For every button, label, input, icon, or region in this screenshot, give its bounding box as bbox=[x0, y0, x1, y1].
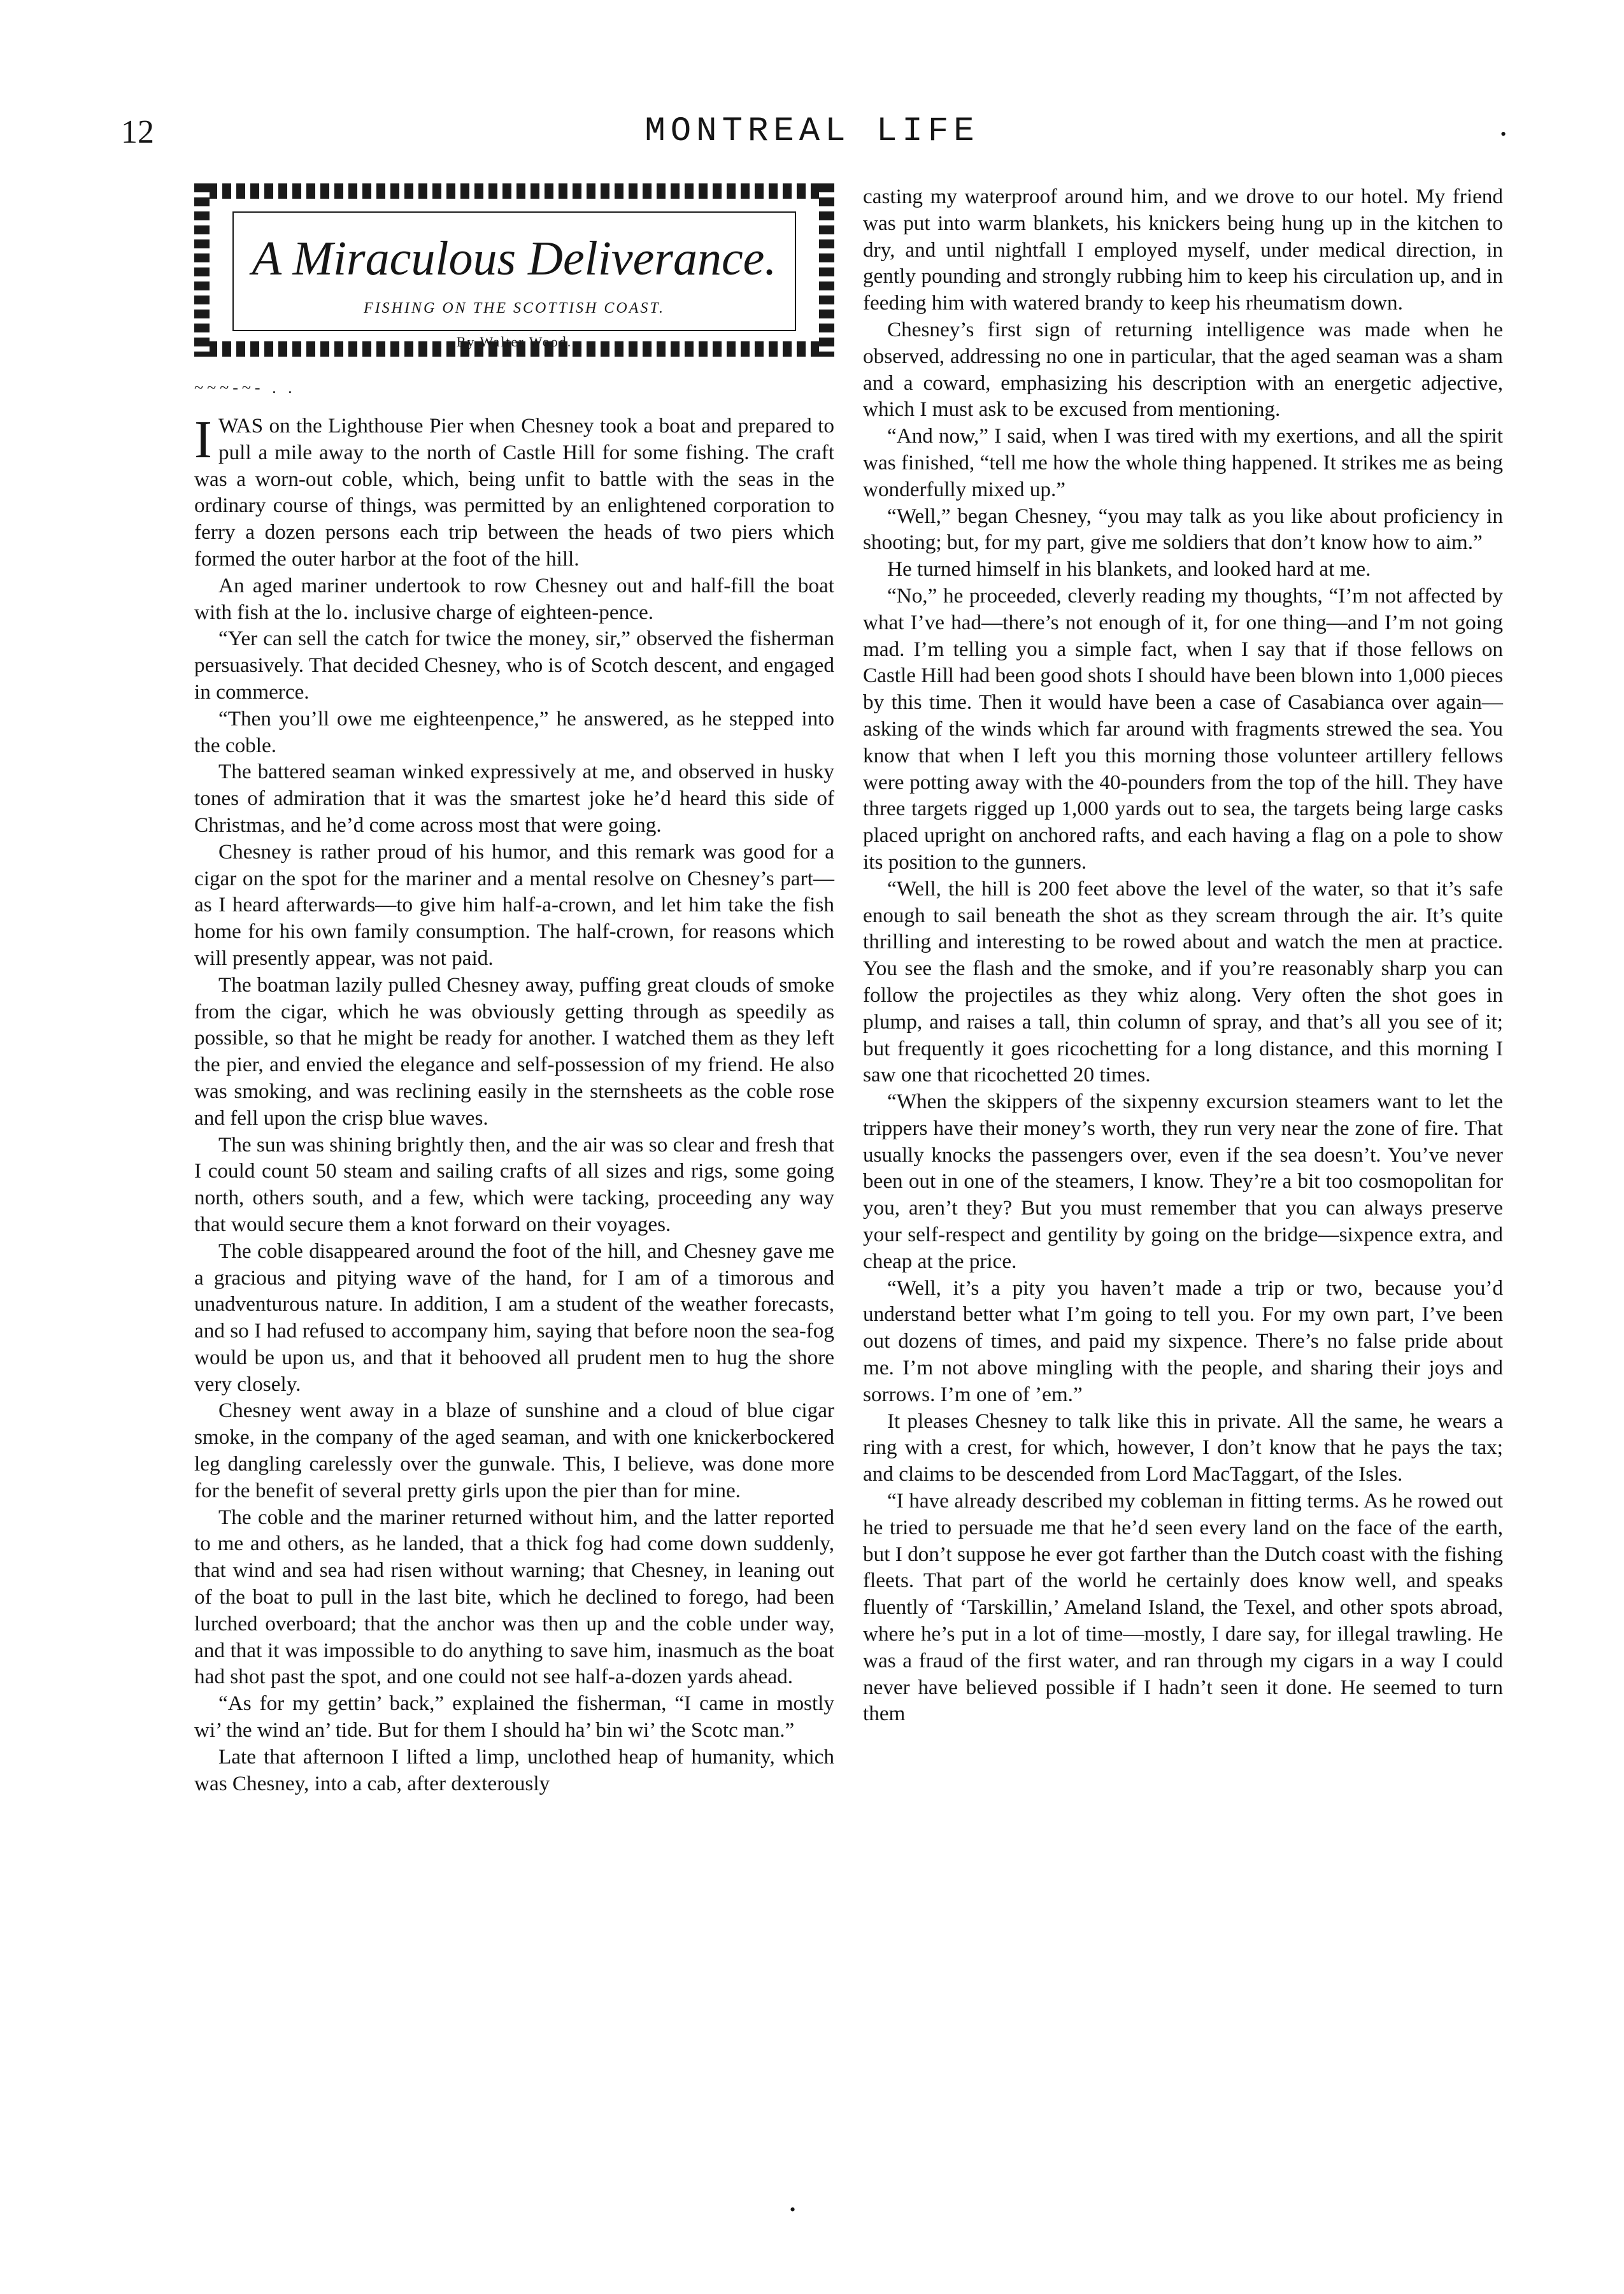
left-column bbox=[194, 183, 834, 1797]
paragraph: The coble and the mariner returned without him, and the latter reported to me and others, as he landed, that a thick fog had come down suddenly, that wind and sea had risen without warning; that Chesney, in leaning out of the boat to pull in the last bite, which he declined to forego, had been lurched overboard; that the anchor was then up and the coble under way, and that it was impossible to do anything to save him, inasmuch as the boat had shot past the spot, and one could not see half-a-dozen yards ahead. bbox=[194, 1505, 834, 1689]
paragraph: It pleases Chesney to talk like this in private. All the same, he wears a ring with a crest, for which, however, I don’t know that he pays the tax; and claims to be descended from Lord MacTaggart, of the Isles. bbox=[863, 1409, 1503, 1486]
paragraph: “As for my gettin’ back,” explained the fisherman, “I came in mostly wi’ the wind an’ tide. But for them I should ha’ bin wi’ the Scotc man.” bbox=[194, 1692, 834, 1742]
paragraph: “Well,” began Chesney, “you may talk as you like about proficiency in shooting; but, for my part, give me soldiers that don’t know how to aim.” bbox=[863, 504, 1503, 555]
article-subtitle: FISHING ON THE SCOTTISH COAST. bbox=[364, 300, 665, 317]
paragraph: “I have already described my cobleman in fitting terms. As he rowed out he tried to persuade me that he’d seen every land on the face of the earth, but I don’t suppose he ever got farther than the Dutch coast with the fishing fleets. That part of the world he certainly does know well, and speaks fluently of ‘Tarskillin,’ Ameland Island, the Texel, and other spots abroad, where he’s put in a lot of time—mostly, I dare say, for illegal trawling. He was a fraud of the first water, and ran through my cigars in a way I could never have believed possible if I hadn’t seen it done. He seemed to turn them bbox=[863, 1489, 1503, 1726]
paragraph: IWAS on the Lighthouse Pier when Chesney took a boat and prepared to pull a mile away to the north of Castle Hill for some fishing. The craft was a worn-out coble, which, being unfit to battle with the seas in the ordinary course of things, was permitted by an enlightened corporation to ferry a dozen persons each trip between the heads of two piers which formed the outer harbor at the foot of the hill. bbox=[194, 410, 834, 571]
running-head: MONTREAL LIFE bbox=[645, 112, 979, 151]
paragraph: The battered seaman winked expressively at me, and observed in husky tones of admiration that it was the smartest joke he’d heard this side of Christmas, and he’d come across most that were going. bbox=[194, 760, 834, 837]
title-panel bbox=[232, 211, 796, 350]
speck-bottom: • bbox=[790, 2200, 796, 2219]
paragraph: The sun was shining brightly then, and the air was so clear and fresh that I could count 50 steam and sailing crafts of all sizes and rigs, some going north, others south, and a few, which were tacking, proceeding any way that would secure them a knot forward on their voyages. bbox=[194, 1132, 834, 1236]
paragraph: The boatman lazily pulled Chesney away, puffing great clouds of smoke from the cigar, which he was obviously getting through as speedily as possible, so that he might be ready for another. I watched them as they left the pier, and envied the elegance and self-possession of my friend. He also was smoking, and was reclining easily in the sternsheets as the coble rose and fell upon the crisp blue waves. bbox=[194, 972, 834, 1130]
drop-cap: I bbox=[194, 410, 212, 469]
ornament-rule: ~~~-~- . . bbox=[194, 378, 296, 397]
paragraph: “Then you’ll owe me eighteenpence,” he answered, as he stepped into the coble. bbox=[194, 706, 834, 757]
speck-top: • bbox=[1500, 125, 1507, 143]
paragraph: Chesney is rather proud of his humor, and this remark was good for a cigar on the spot for the mariner and a mental resolve on Chesney’s part—as I heard afterwards—to give him half-a-crown, and let him take the fish home for his own family consumption. The half-crown, for reasons which will presently appear, was not paid. bbox=[194, 839, 834, 970]
page-number: 12 bbox=[121, 114, 154, 150]
title-box bbox=[194, 183, 834, 357]
ornamental-border bbox=[194, 183, 834, 199]
article-byline: By Walter Wood. bbox=[456, 333, 573, 350]
paragraph: “No,” he proceeded, cleverly reading my thoughts, “I’m not affected by what I’ve had—there’s not enough of it, for one thing—and I’m not going mad. I’m telling you a simple fact, when I say that if those fellows on Castle Hill had been good shots I should have been blown into 1,000 pieces by this time. Then it would have been a case of Casabianca over again—asking of the winds which far around with fragments strewed the sea. You know that when I left you this morning those volunteer artillery fellows were potting away with the 40-pounders from the top of the hill. They have three targets rigged up 1,000 yards out to sea, the targets being large casks placed upright on anchored rafts, and each having a flag on a pole to show its position to the gunners. bbox=[863, 583, 1503, 874]
paragraph: An aged mariner undertook to row Chesney out and half-fill the boat with fish at the lo․ inclusive charge of eighteen-pence. bbox=[194, 573, 834, 624]
ornamental-border bbox=[194, 183, 210, 357]
paragraph: “Well, the hill is 200 feet above the level of the water, so that it’s safe enough to sail beneath the shot as they scream through the air. It’s quite thrilling and interesting to be rowed about and watch the men at practice. You see the flash and the smoke, and if you’re reasonably sharp you can follow the projectiles as they whiz along. Very often the shot goes in plump, and raises a tall, thin column of spray, and that’s all you see of it; but frequently it goes ricochetting for a long distance, and this morning I saw one that ricochetted 20 times. bbox=[863, 876, 1503, 1087]
paragraph: “And now,” I said, when I was tired with my exertions, and all the spirit was finished, “tell me how the whole thing happened. It strikes me as being wonderfully mixed up.” bbox=[863, 424, 1503, 501]
paragraph: casting my waterproof around him, and we drove to our hotel. My friend was put into warm blankets, his knickers being hung up in the kitchen to dry, and until nightfall I employed myself, under medical direction, in gently pounding and strongly rubbing him to keep his circulation up, and in feeding him with watered brandy to keep his rheumatism down. bbox=[863, 185, 1503, 315]
article-title: A Miraculous Deliverance. bbox=[252, 232, 777, 285]
paragraph: “When the skippers of the sixpenny excursion steamers want to let the trippers have their money’s worth, they run very near the zone of fire. That usually knocks the passengers over, even if the sea doesn’t. You’ve never been out in one of the steamers, I know. They’re a bit too cosmopolitan for you, aren’t they? But you must remember that you can always preserve your self-respect and gentility by going on the bridge—sixpence extra, and cheap at the price. bbox=[863, 1090, 1503, 1273]
paragraph: “Well, it’s a pity you haven’t made a trip or two, because you’d understand better what I’m going to tell you. For my own part, I’ve been out dozens of times, and paid my sixpence. There’s no false pride about me. I’m not above mingling with the people, and sharing their joys and sorrows. I’m one of ’em.” bbox=[863, 1276, 1503, 1406]
paragraph: Chesney’s first sign of returning intelligence was made when he observed, addressing no one in particular, that the aged seaman was a sham and a coward, emphasizing his description with an energetic adjective, which I must ask to be excused from mentioning. bbox=[863, 317, 1503, 422]
paragraph: Chesney went away in a blaze of sunshine and a cloud of blue cigar smoke, in the company of the aged seaman, and with one knickerbockered leg dangling carelessly over the gunwale. This, I believe, was done more for the benefit of several pretty girls upon the pier than for mine. bbox=[194, 1399, 834, 1502]
paragraph: “Yer can sell the catch for twice the money, sir,” observed the fisherman persuasively. That decided Chesney, who is of Scotch descent, and engaged in commerce. bbox=[194, 627, 834, 704]
ornamental-border bbox=[819, 183, 834, 357]
paragraph: The coble disappeared around the foot of the hill, and Chesney gave me a gracious and pitying wave of the hand, for I am of a timorous and unadventurous nature. In addition, I am a student of the weather forecasts, and so I had refused to accompany him, saying that before noon the sea-fog would be upon us, and that it behooved all prudent men to hug the shore very closely. bbox=[194, 1239, 834, 1396]
paragraph: Late that afternoon I lifted a limp, unclothed heap of humanity, which was Chesney, into a cab, after dexterously bbox=[194, 1744, 834, 1795]
right-column bbox=[863, 183, 1503, 1727]
paragraph: He turned himself in his blankets, and looked hard at me. bbox=[887, 557, 1371, 581]
